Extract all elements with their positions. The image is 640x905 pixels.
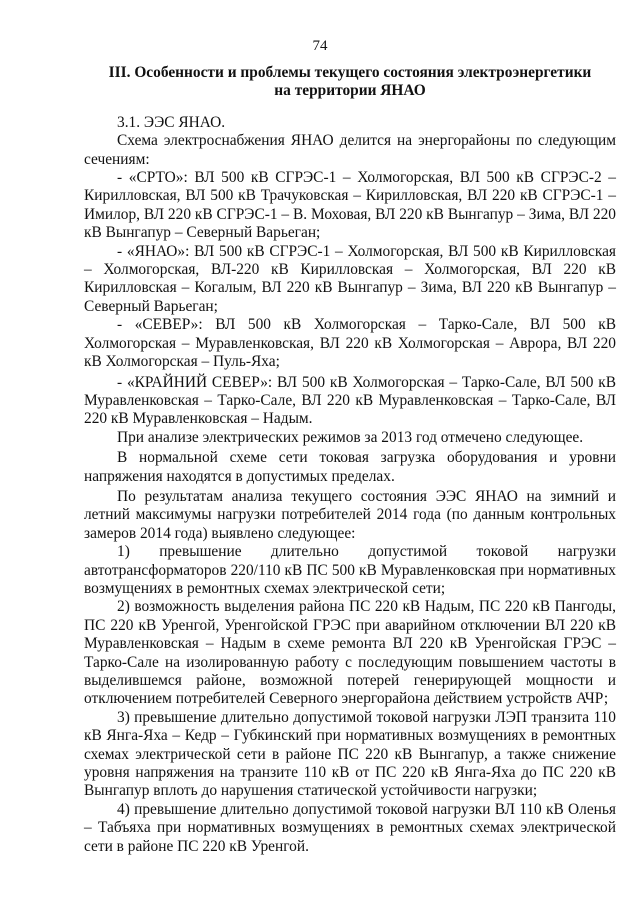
page-number: 74 xyxy=(312,38,328,54)
paragraph-normal-scheme: В нормальной схеме сети токовая загрузка оборудования и уровни напряжения находятся в допустимых пределах. xyxy=(84,449,616,485)
list-item-srto: - «СРТО»: ВЛ 500 кВ СГРЭС-1 – Холмогорская, ВЛ 500 кВ СГРЭС-2 – Кирилловская, ВЛ 500 кВ Трачуковская – Кирилловская, ВЛ 220 кВ СГРЭС-1 – Имилор, ВЛ 220 кВ СГРЭС-1 – В. Моховая, ВЛ 220 кВ Вынгапур – Зима, ВЛ 220 кВ Вынгапур – Северный Варьеган; xyxy=(84,169,616,242)
paragraph-intro: Схема электроснабжения ЯНАО делится на энергорайоны по следующим сечениям: xyxy=(84,132,616,168)
document-body xyxy=(84,64,616,856)
section-heading xyxy=(84,64,616,101)
paragraph-analysis-2013: При анализе электрических режимов за 2013 год отмечено следующее. xyxy=(117,428,584,446)
list-item-sever: - «СЕВЕР»: ВЛ 500 кВ Холмогорская – Тарко-Сале, ВЛ 500 кВ Холмогорская – Муравленковская, ВЛ 220 кВ Холмогорская – Аврора, ВЛ 220 кВ Холмогорская – Пуль-Яха; xyxy=(84,316,616,371)
list-item-krainiy-sever: - «КРАЙНИЙ СЕВЕР»: ВЛ 500 кВ Холмогорская – Тарко-Сале, ВЛ 500 кВ Муравленковская – Тарко-Сале, ВЛ 220 кВ Муравленковская – Тарко-Сале, ВЛ 220 кВ Муравленковская – Надым. xyxy=(84,373,616,428)
section-heading-line-2: на территории ЯНАО xyxy=(274,82,426,100)
finding-item-2: 2) возможность выделения района ПС 220 кВ Надым, ПС 220 кВ Пангоды, ПС 220 кВ Уренгой, Уренгойской ГРЭС при аварийном отключении ВЛ 220 кВ Муравленковская – Надым в схеме ремонта ВЛ 220 кВ Уренгойская ГРЭС – Тарко-Сале на изолированную работу с последующим повышением частоты в выделившемся районе, возможной потерей генерирующей мощности и отключением потребителей Северного энергорайона действием устройств АЧР; xyxy=(84,598,616,708)
subsection-title: 3.1. ЭЭС ЯНАО. xyxy=(117,113,226,131)
section-heading-line-1: III. Особенности и проблемы текущего состояния электроэнергетики xyxy=(108,64,592,81)
list-item-yanao: - «ЯНАО»: ВЛ 500 кВ СГРЭС-1 – Холмогорская, ВЛ 500 кВ Кирилловская – Холмогорская, ВЛ-220 кВ Кирилловская – Холмогорская, ВЛ 220 кВ Кирилловская – Когалым, ВЛ 220 кВ Вынгапур – Зима, ВЛ 220 кВ Вынгапур – Северный Варьеган; xyxy=(84,242,616,315)
paragraph-analysis-results: По результатам анализа текущего состояния ЭЭС ЯНАО на зимний и летний максимумы нагрузки потребителей 2014 года (по данным контрольных замеров 2014 года) выявлено следующее: xyxy=(84,487,616,542)
finding-item-4: 4) превышение длительно допустимой токовой нагрузки ВЛ 110 кВ Оленья – Табъяха при нормативных возмущениях в ремонтных схемах электрической сети в районе ПС 220 кВ Уренгой. xyxy=(84,800,616,855)
finding-item-1: 1) превышение длительно допустимой токовой нагрузки автотрансформаторов 220/110 кВ ПС 500 кВ Муравленковская при нормативных возмущениях в ремонтных схемах электрической сети; xyxy=(84,543,616,597)
finding-item-3: 3) превышение длительно допустимой токовой нагрузки ЛЭП транзита 110 кВ Янга-Яха – Кедр – Губкинский при нормативных возмущениях в ремонтных схемах электрической сети в районе ПС 220 кВ Вынгапур, а также снижение уровня напряжения на транзите 110 кВ от ПС 220 кВ Янга-Яха до ПС 220 кВ Вынгапур вплоть до нарушения статической устойчивости нагрузки; xyxy=(84,708,616,800)
